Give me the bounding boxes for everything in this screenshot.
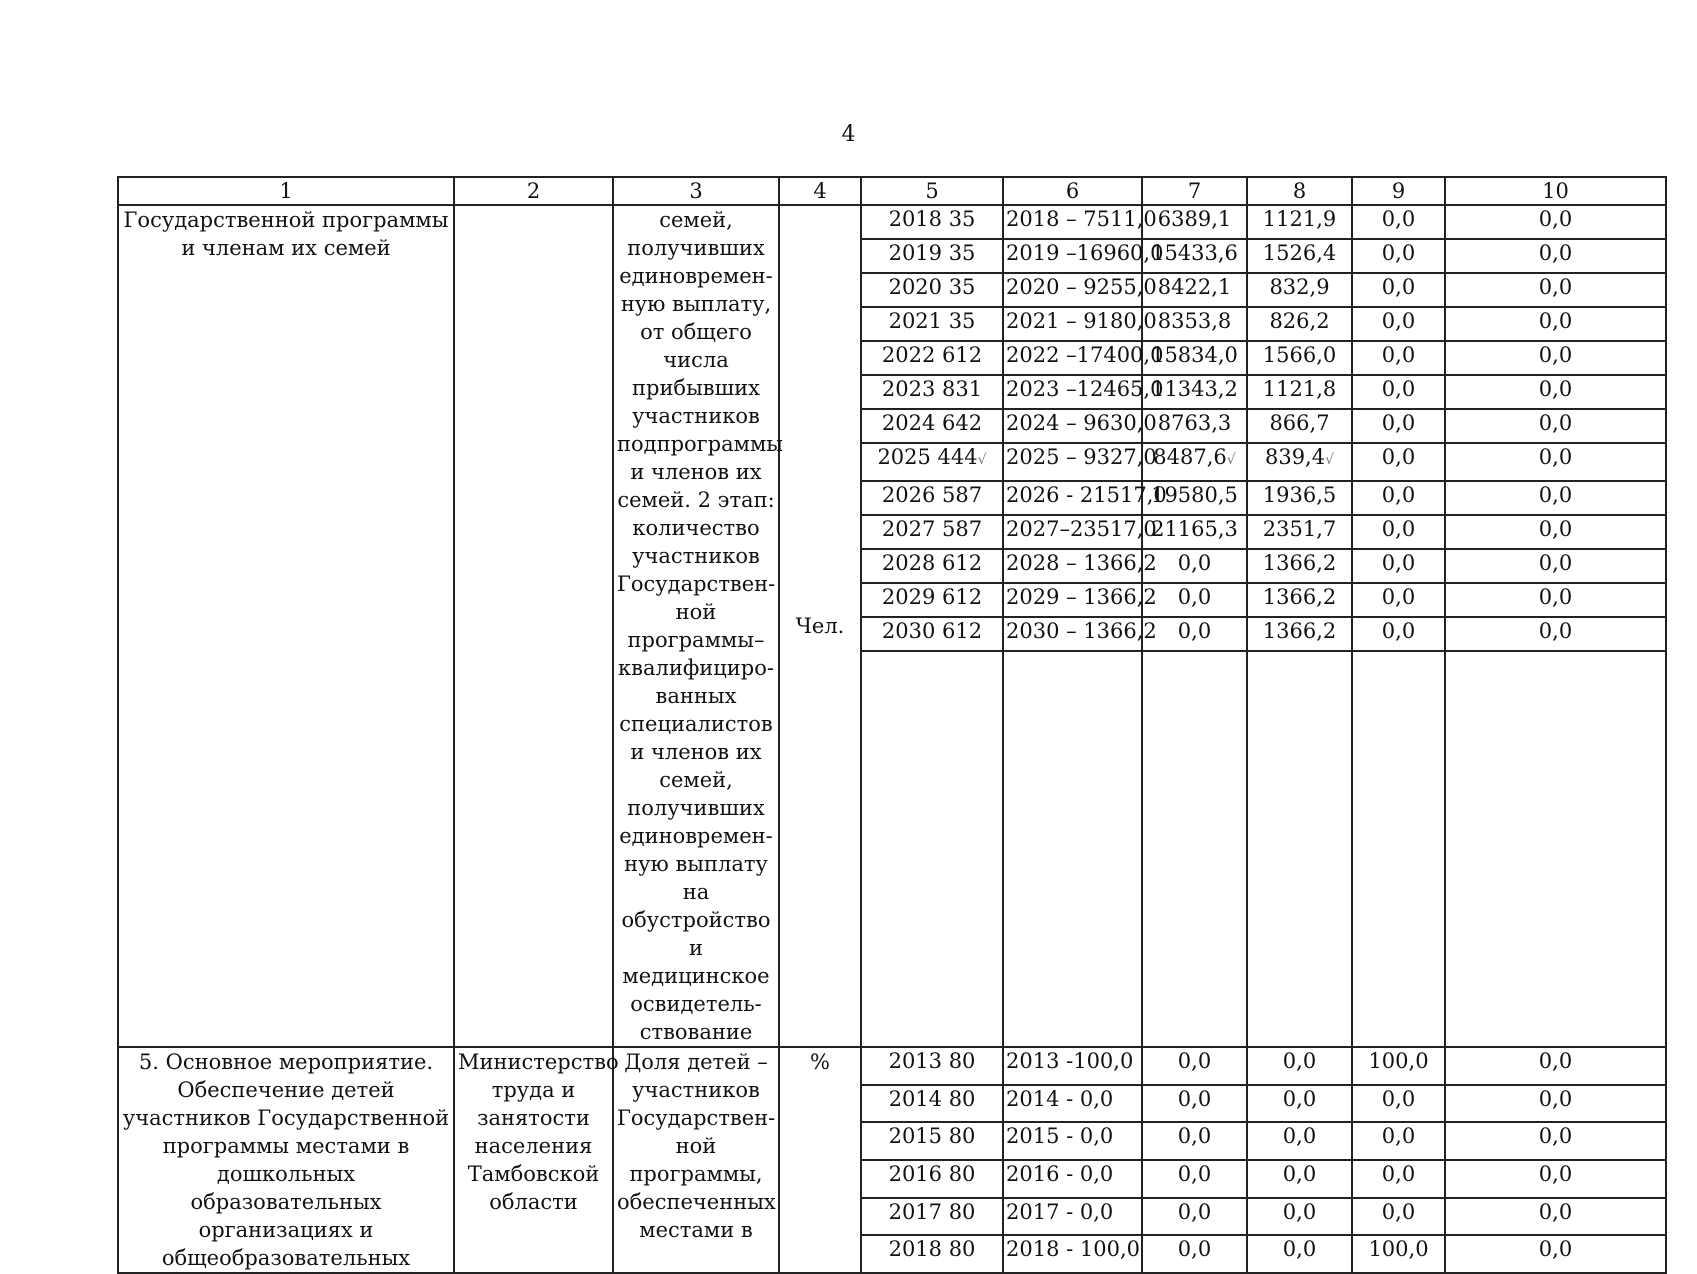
block1-col4-cell: Чел. — [779, 205, 861, 1047]
table-cell — [1445, 443, 1666, 481]
cell-value: 0,0 — [1282, 1237, 1317, 1262]
cell-value: 0,0 — [1381, 445, 1416, 469]
table-cell-empty — [861, 651, 1003, 1047]
cell-value: 0,0 — [1177, 1237, 1212, 1262]
table-cell — [1247, 1085, 1352, 1123]
block1-col3-cell: семей, получивших единовремен-ную выплату, от общего числа прибывших участников подпрограммы и членов их семей. 2 этап: количество участников Государствен-ной программы– квалифициро-ванных специалистов и членов их семей, получивших единовремен-ную выплату на обустройство и медицинское освидетель-ствование — [613, 205, 779, 1047]
table-cell — [1247, 443, 1352, 481]
table-cell — [1352, 1047, 1445, 1085]
cell-value: 0,0 — [1381, 1124, 1416, 1149]
cell-value: 0,0 — [1538, 445, 1573, 469]
table-cell — [861, 307, 1003, 341]
table-cell — [1445, 1085, 1666, 1123]
cell-value: 0,0 — [1538, 377, 1573, 401]
cell-value: 839,4 — [1264, 445, 1326, 469]
table-cell — [1003, 515, 1157, 549]
cell-value: 2025 – 9327,0 — [1006, 445, 1157, 469]
cell-value: 2021 35 — [888, 309, 976, 333]
cell-value: 0,0 — [1282, 1161, 1317, 1186]
table-cell — [1142, 443, 1247, 481]
cell-value: 8422,1 — [1157, 275, 1232, 299]
cell-value: 2017 - 0,0 — [1006, 1199, 1114, 1224]
header-cell-3: 3 — [613, 177, 779, 205]
cell-value: 2018 – 7511,0 — [1006, 207, 1157, 231]
table-cell — [1445, 1198, 1666, 1236]
cell-value: 8487,6 — [1153, 445, 1227, 469]
cell-value: 1121,8 — [1262, 377, 1337, 401]
table-cell — [1445, 583, 1666, 617]
block2-col2-cell: Министерство труда и занятости населения Тамбовской области — [454, 1047, 613, 1273]
cell-value: 2029 – 1366,2 — [1006, 584, 1157, 609]
table-cell — [1003, 1085, 1142, 1123]
cell-value: 2022 –17400,0 — [1006, 343, 1164, 367]
cell-value: 2351,7 — [1262, 516, 1337, 541]
table-cell — [1247, 375, 1352, 409]
cell-value: 6389,1 — [1157, 207, 1232, 231]
table-cell — [1247, 1160, 1352, 1198]
table-cell — [1142, 205, 1247, 239]
cell-value: 832,9 — [1269, 275, 1330, 299]
cell-value: 2015 - 0,0 — [1006, 1124, 1114, 1149]
table-cell — [861, 1047, 1003, 1085]
cell-value: 0,0 — [1538, 516, 1573, 541]
cell-value: 0,0 — [1381, 482, 1416, 507]
table-cell — [1352, 617, 1445, 651]
table-cell — [1247, 341, 1352, 375]
table-cell — [1445, 409, 1666, 443]
cell-value: 2024 642 — [881, 411, 983, 435]
table-cell — [1142, 1122, 1247, 1160]
table-cell — [1352, 1160, 1445, 1198]
table-cell — [861, 443, 1003, 481]
cell-value: 0,0 — [1381, 550, 1416, 575]
cell-value: 2019 35 — [888, 241, 976, 265]
block2-col4-cell: % — [779, 1047, 861, 1273]
cell-value: 2028 612 — [881, 550, 983, 575]
cell-value: 1936,5 — [1262, 482, 1337, 507]
table-cell — [1003, 481, 1167, 515]
cell-value: 866,7 — [1269, 411, 1330, 435]
table-cell — [861, 273, 1003, 307]
cell-value: 0,0 — [1381, 275, 1416, 299]
cell-value: 0,0 — [1177, 618, 1212, 643]
cell-value: 2023 831 — [881, 377, 983, 401]
table-cell — [1445, 549, 1666, 583]
cell-value: 2028 – 1366,2 — [1006, 550, 1157, 575]
cell-value: 2014 80 — [888, 1086, 976, 1111]
cell-value: 0,0 — [1177, 1124, 1212, 1149]
table-cell — [1247, 1122, 1352, 1160]
block2-col1-cell: 5. Основное мероприятие. Обеспечение детей участников Государственной программы местами в дошкольных образовательных организациях и общеобразовательных — [118, 1047, 454, 1273]
table-cell — [1142, 515, 1247, 549]
table-cell — [1003, 239, 1164, 273]
cell-value: 0,0 — [1381, 1161, 1416, 1186]
cell-value: 2013 -100,0 — [1006, 1049, 1134, 1073]
cell-value: 0,0 — [1381, 516, 1416, 541]
check-mark: √ — [1226, 452, 1236, 468]
table-cell — [1142, 1235, 1247, 1273]
table-cell — [1352, 443, 1445, 481]
table-cell — [1003, 1235, 1142, 1273]
check-mark: √ — [977, 452, 987, 468]
page-number: 4 — [841, 122, 856, 147]
cell-value: 0,0 — [1538, 618, 1573, 643]
cell-value: 2030 612 — [881, 618, 983, 643]
table-cell — [1003, 375, 1164, 409]
table-cell — [1247, 617, 1352, 651]
table-cell — [1352, 481, 1445, 515]
table-cell — [1445, 617, 1666, 651]
table-cell — [1445, 375, 1666, 409]
cell-value: 15433,6 — [1151, 241, 1238, 265]
table-cell — [1352, 273, 1445, 307]
table-cell — [1003, 583, 1157, 617]
block1-col1-cell: Государственной программы и членам их семей — [118, 205, 454, 1047]
table-cell — [1247, 549, 1352, 583]
cell-value: 0,0 — [1538, 1086, 1573, 1111]
cell-value: 0,0 — [1538, 343, 1573, 367]
table-cell — [1352, 205, 1445, 239]
cell-value: 0,0 — [1177, 1049, 1212, 1073]
table-cell — [1445, 307, 1666, 341]
table-cell — [1352, 409, 1445, 443]
table-cell — [1003, 1047, 1142, 1085]
cell-value: 2014 - 0,0 — [1006, 1086, 1114, 1111]
table-cell — [1142, 273, 1247, 307]
cell-value: 0,0 — [1538, 1049, 1573, 1073]
table-cell — [1352, 1085, 1445, 1123]
table-cell — [1247, 239, 1352, 273]
table-cell — [1445, 341, 1666, 375]
table-cell — [861, 341, 1003, 375]
table-cell-empty — [1352, 651, 1445, 1047]
cell-value: 15834,0 — [1151, 343, 1238, 367]
cell-value: 0,0 — [1282, 1199, 1317, 1224]
table-cell — [1445, 205, 1666, 239]
cell-value: 0,0 — [1282, 1086, 1317, 1111]
cell-value: 1366,2 — [1262, 584, 1337, 609]
header-cell-9: 9 — [1352, 177, 1445, 205]
table-cell — [1142, 481, 1247, 515]
cell-value: 0,0 — [1381, 207, 1416, 231]
table-cell — [1247, 205, 1352, 239]
header-cell-4: 4 — [779, 177, 861, 205]
table-cell — [1352, 375, 1445, 409]
table-cell — [1142, 307, 1247, 341]
cell-value: 0,0 — [1538, 411, 1573, 435]
cell-value: 8353,8 — [1157, 309, 1232, 333]
header-cell-1: 1 — [118, 177, 454, 205]
table-cell — [1142, 409, 1247, 443]
table-cell — [1352, 583, 1445, 617]
cell-value: 0,0 — [1538, 275, 1573, 299]
cell-value: 0,0 — [1381, 584, 1416, 609]
cell-value: 2018 - 100,0 — [1006, 1237, 1141, 1262]
header-cell-6: 6 — [1003, 177, 1142, 205]
cell-value: 0,0 — [1381, 377, 1416, 401]
cell-value: 0,0 — [1538, 1124, 1573, 1149]
table-cell — [861, 1235, 1003, 1273]
table-cell — [1352, 307, 1445, 341]
cell-value: 2022 612 — [881, 343, 983, 367]
block2-col3-cell: Доля детей – участников Государствен-ной программы, обеспеченных местами в — [613, 1047, 779, 1273]
cell-value: 2019 –16960,0 — [1006, 241, 1164, 265]
header-cell-7: 7 — [1142, 177, 1247, 205]
cell-value: 0,0 — [1538, 550, 1573, 575]
cell-value: 0,0 — [1282, 1049, 1317, 1073]
cell-value: 826,2 — [1269, 309, 1330, 333]
header-cell-2: 2 — [454, 177, 613, 205]
cell-value: 0,0 — [1538, 241, 1573, 265]
block1-col2-cell — [454, 205, 613, 1047]
table-cell — [1142, 239, 1247, 273]
cell-value: 8763,3 — [1157, 411, 1232, 435]
table-cell — [1003, 1122, 1142, 1160]
cell-value: 0,0 — [1381, 309, 1416, 333]
table-cell — [1003, 341, 1164, 375]
table-cell — [1445, 273, 1666, 307]
cell-value: 2016 80 — [888, 1161, 976, 1186]
cell-value: 0,0 — [1381, 1199, 1416, 1224]
table-row — [118, 205, 1666, 239]
cell-value: 2025 444 — [877, 445, 978, 469]
table-cell — [1142, 549, 1247, 583]
table-cell — [1247, 307, 1352, 341]
table-cell — [1352, 1198, 1445, 1236]
table-cell — [1003, 1198, 1142, 1236]
cell-value: 0,0 — [1381, 411, 1416, 435]
cell-value: 2020 – 9255,0 — [1006, 275, 1157, 299]
table-cell — [1003, 307, 1157, 341]
cell-value: 2026 - 21517,0 — [1006, 482, 1167, 507]
cell-value: 2016 - 0,0 — [1006, 1161, 1114, 1186]
cell-value: 2020 35 — [888, 275, 976, 299]
table-cell-empty — [1142, 651, 1247, 1047]
header-cell-10: 10 — [1445, 177, 1666, 205]
table-cell — [1247, 1198, 1352, 1236]
table-cell — [861, 1085, 1003, 1123]
table-cell — [861, 1198, 1003, 1236]
table-cell — [1003, 273, 1157, 307]
cell-value: 1566,0 — [1262, 343, 1337, 367]
table-cell — [1142, 583, 1247, 617]
table-cell — [861, 1122, 1003, 1160]
header-cell-8: 8 — [1247, 177, 1352, 205]
cell-value: 0,0 — [1538, 1237, 1573, 1262]
table-cell — [1003, 549, 1157, 583]
cell-value: 0,0 — [1538, 309, 1573, 333]
table-cell — [861, 617, 1003, 651]
cell-value: 2018 35 — [888, 207, 976, 231]
table-cell — [1352, 549, 1445, 583]
cell-value: 1366,2 — [1262, 618, 1337, 643]
table-cell — [1352, 341, 1445, 375]
cell-value: 0,0 — [1538, 1199, 1573, 1224]
cell-value: 0,0 — [1177, 1199, 1212, 1224]
table-cell — [861, 549, 1003, 583]
table-cell — [1142, 1198, 1247, 1236]
table-cell — [1445, 1047, 1666, 1085]
table-cell — [861, 583, 1003, 617]
cell-value: 0,0 — [1381, 241, 1416, 265]
cell-value: 2018 80 — [888, 1237, 976, 1262]
cell-value: 2030 – 1366,2 — [1006, 618, 1157, 643]
table-cell — [1352, 1235, 1445, 1273]
table-cell — [1142, 1085, 1247, 1123]
table-cell — [1003, 409, 1157, 443]
table-cell — [1352, 1122, 1445, 1160]
cell-value: 1526,4 — [1262, 241, 1337, 265]
table-cell-empty — [1003, 651, 1142, 1047]
cell-value: 0,0 — [1538, 482, 1573, 507]
cell-value: 0,0 — [1177, 1161, 1212, 1186]
table-cell — [1003, 1160, 1142, 1198]
table-cell — [1142, 341, 1247, 375]
table-cell — [1247, 409, 1352, 443]
cell-value: 1366,2 — [1262, 550, 1337, 575]
table-row — [118, 1047, 1666, 1085]
header-row — [118, 177, 1666, 205]
cell-value: 11343,2 — [1151, 377, 1238, 401]
table-cell — [1247, 583, 1352, 617]
cell-value: 100,0 — [1368, 1049, 1429, 1073]
cell-value: 1121,9 — [1262, 207, 1337, 231]
table-cell — [861, 409, 1003, 443]
table-cell — [1003, 205, 1157, 239]
check-mark: √ — [1325, 452, 1335, 468]
cell-value: 2015 80 — [888, 1124, 976, 1149]
cell-value: 2027–23517,0 — [1006, 516, 1157, 541]
table-cell — [1142, 1160, 1247, 1198]
cell-value: 2027 587 — [881, 516, 983, 541]
table-cell — [861, 1160, 1003, 1198]
table-cell — [861, 205, 1003, 239]
cell-value: 2026 587 — [881, 482, 983, 507]
cell-value: 2029 612 — [881, 584, 983, 609]
table-cell — [1142, 617, 1247, 651]
table-cell — [861, 481, 1003, 515]
cell-value: 2017 80 — [888, 1199, 976, 1224]
table-cell-empty — [1247, 651, 1352, 1047]
cell-value: 2021 – 9180,0 — [1006, 309, 1157, 333]
table-cell — [1142, 1047, 1247, 1085]
cell-value: 0,0 — [1381, 618, 1416, 643]
table-cell — [1445, 1122, 1666, 1160]
table-cell — [1247, 273, 1352, 307]
table-cell — [1247, 515, 1352, 549]
cell-value: 0,0 — [1538, 1161, 1573, 1186]
table-cell — [1445, 239, 1666, 273]
table-cell — [1247, 1235, 1352, 1273]
table-cell-empty — [1445, 651, 1666, 1047]
table-cell — [1445, 1235, 1666, 1273]
table-cell — [1003, 617, 1157, 651]
table-cell — [861, 515, 1003, 549]
table-cell — [1352, 239, 1445, 273]
table-cell — [1003, 443, 1157, 481]
cell-value: 0,0 — [1177, 550, 1212, 575]
cell-value: 0,0 — [1538, 207, 1573, 231]
cell-value: 0,0 — [1381, 343, 1416, 367]
table-cell — [861, 239, 1003, 273]
cell-value: 2024 – 9630,0 — [1006, 411, 1157, 435]
cell-value: 19580,5 — [1151, 482, 1238, 507]
table-cell — [1352, 515, 1445, 549]
table-cell — [1445, 1160, 1666, 1198]
cell-value: 2013 80 — [888, 1049, 976, 1073]
table-cell — [1247, 1047, 1352, 1085]
cell-value: 0,0 — [1282, 1124, 1317, 1149]
table-cell — [1247, 481, 1352, 515]
cell-value: 0,0 — [1381, 1086, 1416, 1111]
table-cell — [861, 375, 1003, 409]
cell-value: 21165,3 — [1151, 516, 1238, 541]
table-cell — [1445, 481, 1666, 515]
cell-value: 0,0 — [1538, 584, 1573, 609]
table-cell — [1445, 515, 1666, 549]
cell-value: 0,0 — [1177, 584, 1212, 609]
cell-value: 2023 –12465,0 — [1006, 377, 1164, 401]
cell-value: 0,0 — [1177, 1086, 1212, 1111]
table-cell — [1142, 375, 1247, 409]
cell-value: 100,0 — [1368, 1237, 1429, 1262]
program-table — [117, 176, 1667, 1274]
header-cell-5: 5 — [861, 177, 1003, 205]
